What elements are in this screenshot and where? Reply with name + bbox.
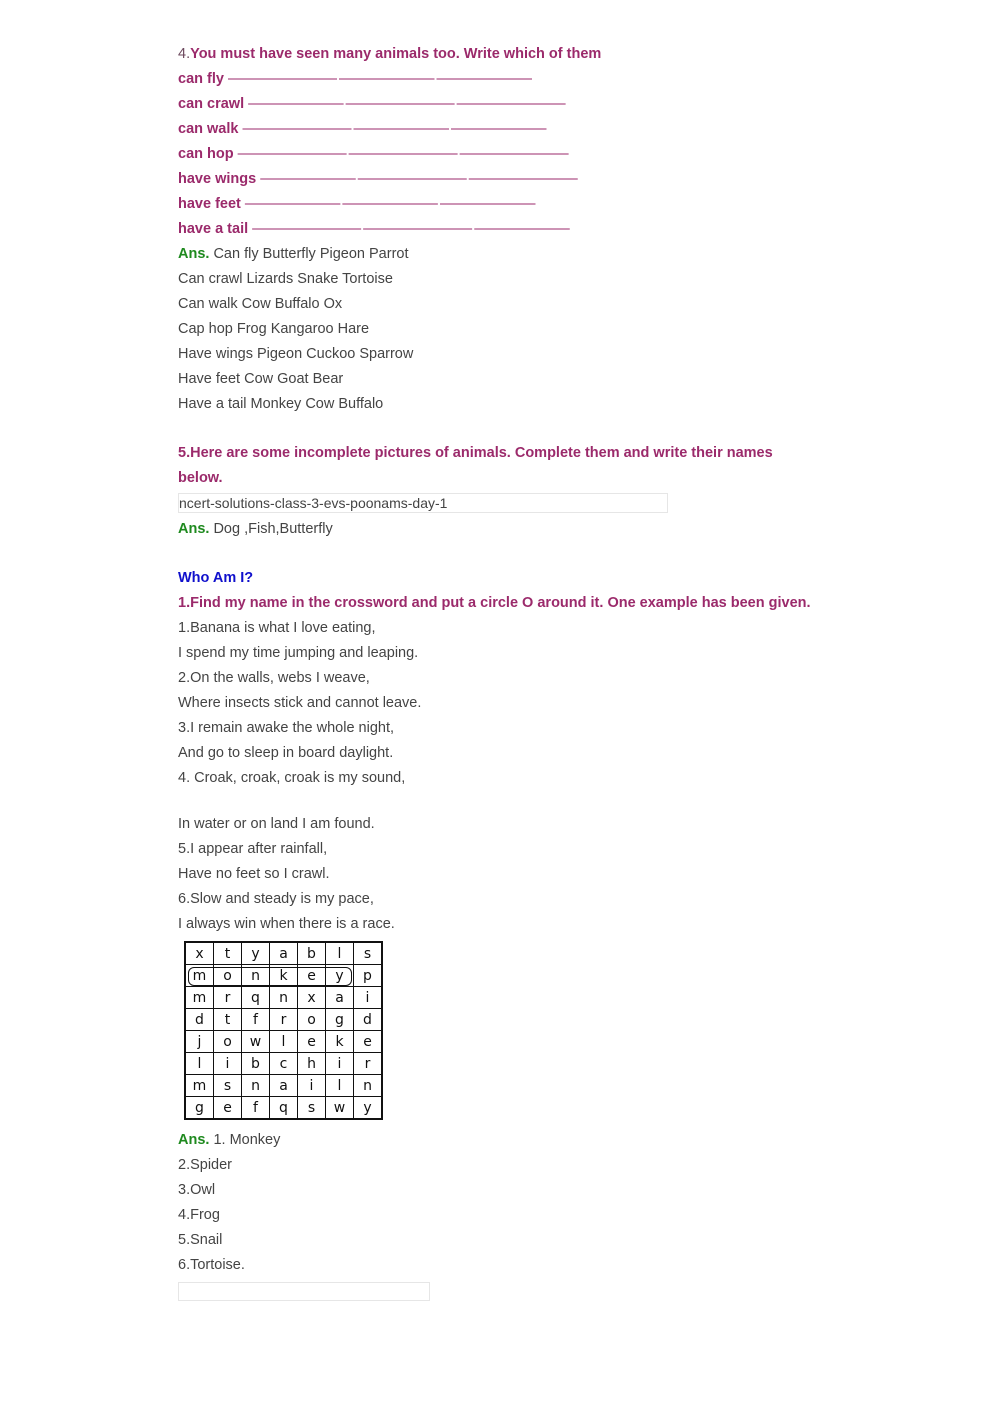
blank-line: ———————— ——————— ——————— [227, 71, 532, 87]
q4-answer-item: Have a tail Monkey Cow Buffalo [178, 396, 384, 412]
grid-cell: e [354, 1031, 383, 1053]
q5-answer: Dog ,Fish,Butterfly [213, 521, 333, 537]
grid-cell: x [298, 987, 326, 1009]
grid-cell: f [242, 1009, 270, 1031]
riddle-line: Have no feet so I crawl. [178, 866, 330, 882]
grid-cell: t [214, 942, 242, 965]
grid-cell: f [242, 1097, 270, 1120]
q4-prompt-row [178, 142, 818, 167]
grid-cell: w [242, 1031, 270, 1053]
grid-cell: e [298, 1031, 326, 1053]
grid-cell: i [298, 1075, 326, 1097]
q4-answer-item: Can crawl Lizards Snake Tortoise [178, 271, 393, 287]
grid-row [185, 1009, 382, 1031]
grid-cell: l [185, 1053, 214, 1075]
grid-cell: a [270, 1075, 298, 1097]
crossword-answer-line [178, 1128, 818, 1153]
grid-cell: n [242, 1075, 270, 1097]
crossword-question: 1.Find my name in the crossword and put a circle O around it. One example has been given. [178, 595, 811, 611]
q4-prompt-row [178, 192, 818, 217]
crossword-table [184, 941, 383, 1120]
grid-cell: m [185, 987, 214, 1009]
riddle-line: 6.Slow and steady is my pace, [178, 891, 374, 907]
crossword-answer-item: 4.Frog [178, 1207, 220, 1223]
q4-answer-item: Have feet Cow Goat Bear [178, 371, 344, 387]
q4-answer-item: Can walk Cow Buffalo Ox [178, 296, 343, 312]
grid-cell: w [326, 1097, 354, 1120]
grid-cell: g [326, 1009, 354, 1031]
q4-answer-item: Have wings Pigeon Cuckoo Sparrow [178, 346, 414, 362]
riddle-line: I always win when there is a race. [178, 916, 395, 932]
grid-cell: l [326, 1075, 354, 1097]
grid-cell: l [326, 942, 354, 965]
q4-answer-first: Can fly Butterfly Pigeon Parrot [213, 246, 409, 262]
riddle-line: In water or on land I am found. [178, 816, 375, 832]
blank-line: ——————— ——————— ——————— [244, 196, 535, 212]
grid-row [185, 965, 382, 987]
q4-question: 4.You must have seen many animals too. Write which of them [178, 46, 602, 62]
q4-prompt-label: have feet [178, 196, 241, 212]
grid-cell: b [298, 942, 326, 965]
grid-cell: n [354, 1075, 383, 1097]
riddle-line: 3.I remain awake the whole night, [178, 720, 395, 736]
q4-prompt-row [178, 92, 818, 117]
blank-line: ———————— ——————— ——————— [242, 121, 546, 137]
grid-cell: r [214, 987, 242, 1009]
riddle-line: 1.Banana is what I love eating, [178, 620, 376, 636]
crossword-answer-item: 5.Snail [178, 1232, 223, 1248]
q4-answer-list [178, 267, 818, 417]
grid-row [185, 942, 382, 965]
grid-cell: n [270, 987, 298, 1009]
section-heading: Who Am I? [178, 570, 254, 586]
grid-cell: b [242, 1053, 270, 1075]
grid-cell: a [270, 942, 298, 965]
q4-prompt-row [178, 117, 818, 142]
worksheet-page [178, 42, 818, 1301]
q5-question-line1: 5.Here are some incomplete pictures of animals. Complete them and write their names [178, 445, 773, 461]
blank-line: ——————— ———————— ———————— [248, 96, 565, 112]
grid-cell: o [214, 1031, 242, 1053]
grid-cell: h [298, 1053, 326, 1075]
crossword-grid [184, 941, 818, 1120]
empty-image-placeholder [178, 1282, 430, 1301]
crossword-answer-list [178, 1153, 818, 1278]
grid-cell: y [242, 942, 270, 965]
grid-cell: j [185, 1031, 214, 1053]
grid-cell: c [270, 1053, 298, 1075]
answer-label: Ans. [178, 1132, 210, 1148]
crossword-answer-item: 6.Tortoise. [178, 1257, 245, 1273]
grid-cell: i [214, 1053, 242, 1075]
grid-cell: g [185, 1097, 214, 1120]
grid-row [185, 1075, 382, 1097]
blank-line: ———————— ———————— ———————— [237, 146, 568, 162]
q4-prompt-label: can hop [178, 146, 234, 162]
riddle-line: 4. Croak, croak, croak is my sound, [178, 770, 406, 786]
grid-cell: s [298, 1097, 326, 1120]
grid-cell: e [298, 965, 326, 987]
q4-prompt-label: can crawl [178, 96, 245, 112]
broken-image-placeholder: ncert-solutions-class-3-evs-poonams-day-1 [178, 493, 668, 513]
crossword-answer-first: 1. Monkey [213, 1132, 281, 1148]
grid-cell: o [298, 1009, 326, 1031]
grid-cell: y [326, 965, 354, 987]
q4-prompt-list [178, 67, 818, 242]
crossword-answer-item: 2.Spider [178, 1157, 233, 1173]
grid-cell: s [214, 1075, 242, 1097]
grid-row [185, 1097, 382, 1120]
riddle-list-b [178, 812, 818, 937]
grid-cell: i [354, 987, 383, 1009]
grid-cell: d [354, 1009, 383, 1031]
crossword-answer-item: 3.Owl [178, 1182, 216, 1198]
q4-prompt-row [178, 67, 818, 92]
q4-answer-item: Cap hop Frog Kangaroo Hare [178, 321, 370, 337]
grid-cell: r [270, 1009, 298, 1031]
blank-line: ——————— ———————— ———————— [260, 171, 577, 187]
grid-cell: x [185, 942, 214, 965]
grid-cell: i [326, 1053, 354, 1075]
q5-question-line2: below. [178, 470, 223, 486]
answer-label: Ans. [178, 521, 210, 537]
grid-cell: k [270, 965, 298, 987]
grid-cell: y [354, 1097, 383, 1120]
grid-cell: n [242, 965, 270, 987]
q4-prompt-label: can fly [178, 71, 224, 87]
grid-cell: q [242, 987, 270, 1009]
grid-cell: r [354, 1053, 383, 1075]
answer-label: Ans. [178, 246, 210, 262]
riddle-line: 5.I appear after rainfall, [178, 841, 328, 857]
grid-row [185, 1053, 382, 1075]
riddle-list-a [178, 616, 818, 791]
q4-prompt-label: have wings [178, 171, 257, 187]
q5-answer-line [178, 517, 818, 542]
grid-cell: l [270, 1031, 298, 1053]
blank-line: ———————— ———————— ——————— [252, 221, 569, 237]
grid-cell: m [185, 965, 214, 987]
grid-cell: m [185, 1075, 214, 1097]
riddle-line: And go to sleep in board daylight. [178, 745, 394, 761]
grid-cell: d [185, 1009, 214, 1031]
q4-answer-line [178, 242, 818, 267]
grid-cell: e [214, 1097, 242, 1120]
riddle-line: I spend my time jumping and leaping. [178, 645, 419, 661]
q4-prompt-label: can walk [178, 121, 239, 137]
q4-prompt-row [178, 167, 818, 192]
grid-cell: p [354, 965, 383, 987]
riddle-line: Where insects stick and cannot leave. [178, 695, 422, 711]
grid-cell: t [214, 1009, 242, 1031]
q4-prompt-label: have a tail [178, 221, 249, 237]
grid-row [185, 987, 382, 1009]
grid-row [185, 1031, 382, 1053]
grid-cell: a [326, 987, 354, 1009]
grid-cell: s [354, 942, 383, 965]
grid-cell: o [214, 965, 242, 987]
q4-prompt-row [178, 217, 818, 242]
grid-cell: k [326, 1031, 354, 1053]
grid-cell: q [270, 1097, 298, 1120]
riddle-line: 2.On the walls, webs I weave, [178, 670, 370, 686]
